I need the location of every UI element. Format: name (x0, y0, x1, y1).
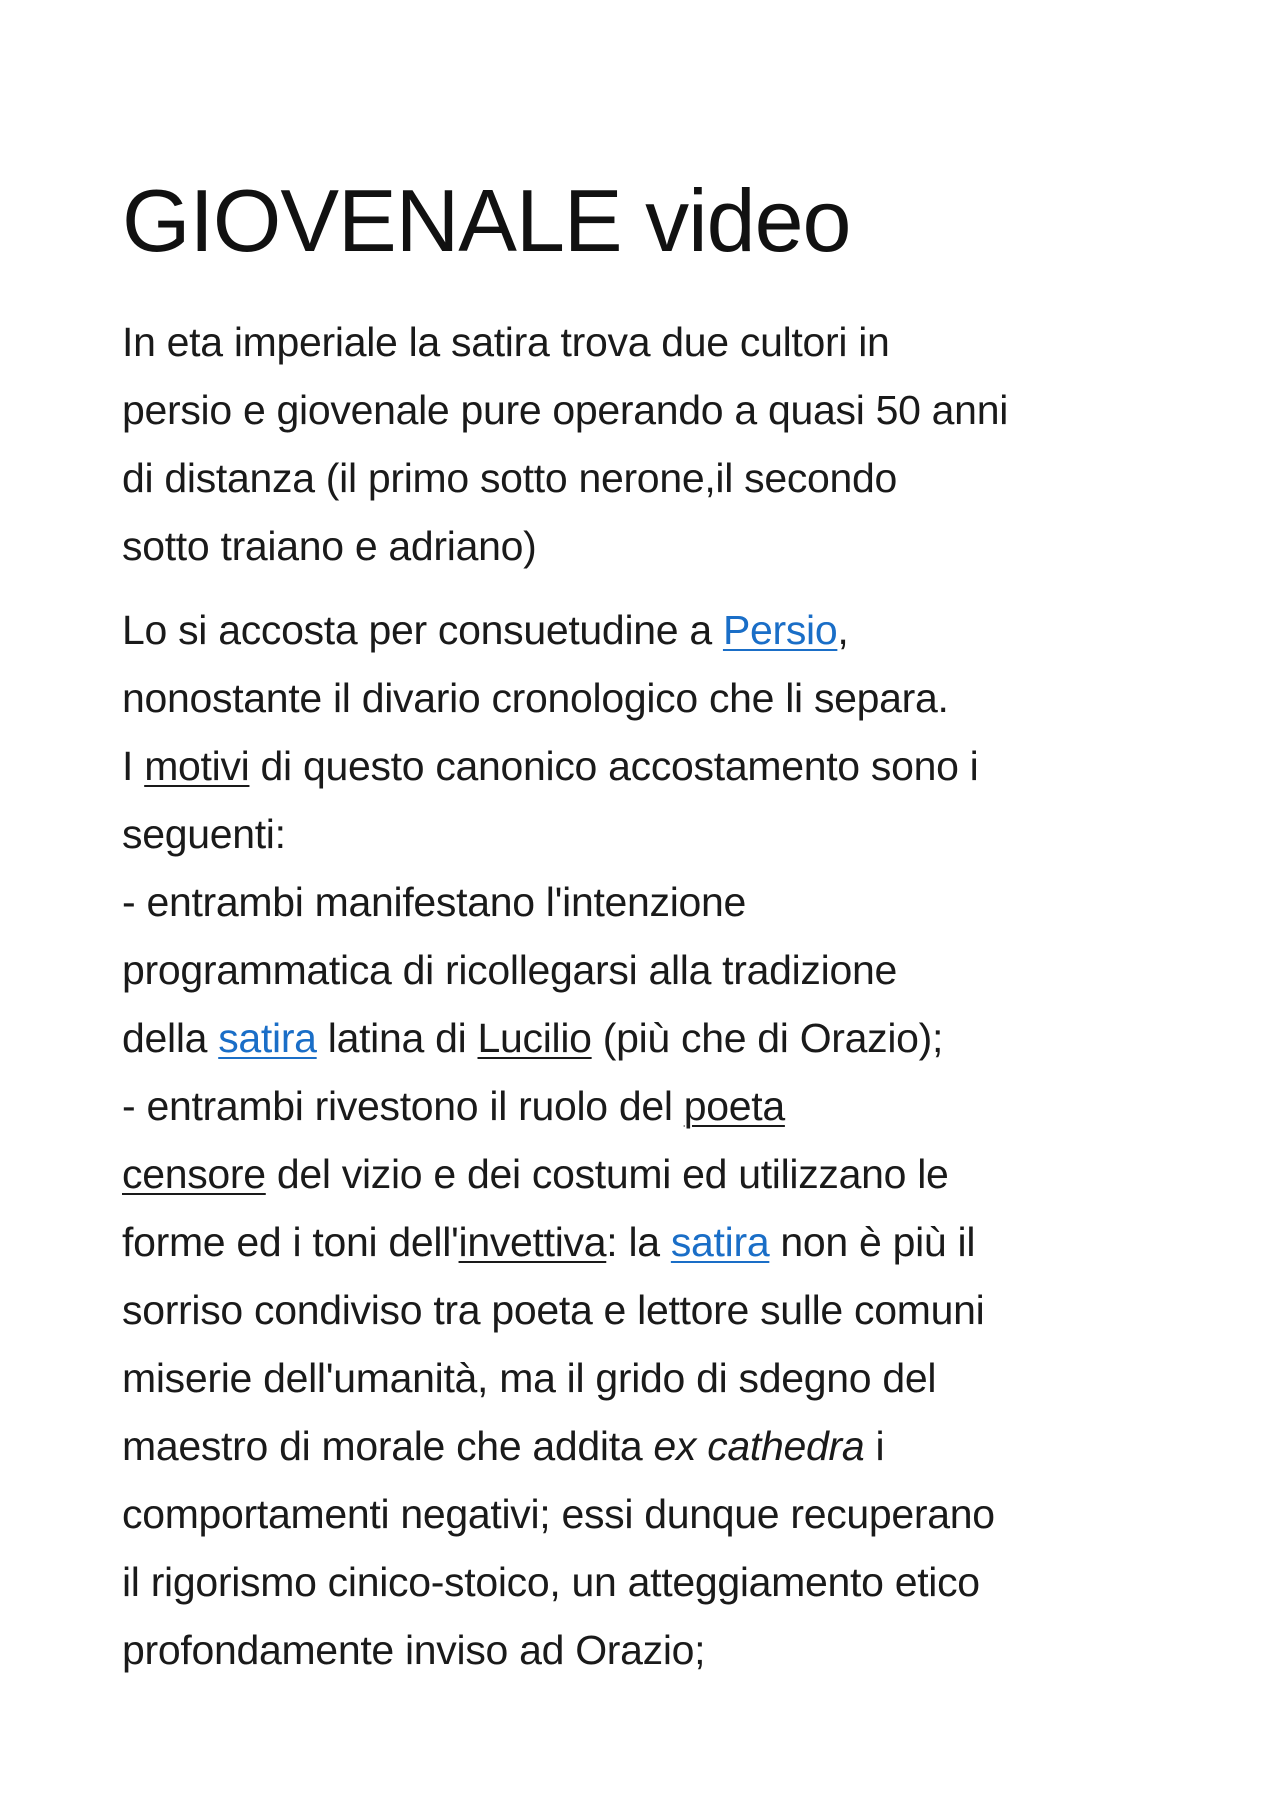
text-line (122, 1004, 1167, 1072)
text-segment: (più che di Orazio); (591, 1015, 944, 1061)
text-line (122, 1412, 1167, 1480)
comparison-paragraph (122, 596, 1167, 1684)
page-title: GIOVENALE video (122, 171, 851, 270)
text-segment: i (864, 1423, 885, 1469)
text-line: comportamenti negativi; essi dunque recuperano (122, 1491, 995, 1537)
text-line (122, 596, 1167, 664)
text-line: - entrambi manifestano l'intenzione (122, 879, 747, 925)
text-line: In eta imperiale la satira trova due cultori in (122, 319, 890, 365)
text-segment: della (122, 1015, 219, 1061)
text-line: profondamente inviso ad Orazio; (122, 1627, 706, 1673)
italic-phrase: ex cathedra (653, 1423, 865, 1469)
text-segment: I (122, 743, 145, 789)
text-line: sotto traiano e adriano) (122, 523, 537, 569)
text-line: seguenti: (122, 811, 286, 857)
text-segment: latina di (316, 1015, 478, 1061)
text-segment: forme ed i toni dell' (122, 1219, 459, 1265)
underlined-term-censore: censore (122, 1151, 266, 1197)
text-segment: Lo si accosta per consuetudine a (122, 607, 723, 653)
link-persio[interactable]: Persio (722, 607, 838, 653)
link-satira-2[interactable]: satira (670, 1219, 770, 1265)
text-line (122, 1072, 1167, 1140)
text-line: miserie dell'umanità, ma il grido di sdegno del (122, 1355, 937, 1401)
intro-paragraph (122, 308, 1167, 580)
text-line: il rigorismo cinico-stoico, un atteggiamento etico (122, 1559, 980, 1605)
link-satira[interactable]: satira (218, 1015, 317, 1061)
text-line: persio e giovenale pure operando a quasi 50 anni (122, 387, 1008, 433)
underlined-term-motivi: motivi (144, 743, 250, 789)
text-segment: del vizio e dei costumi ed utilizzano le (265, 1151, 949, 1197)
text-segment: non è più il (769, 1219, 976, 1265)
text-segment: , (837, 607, 849, 653)
text-segment: di questo canonico accostamento sono i (249, 743, 979, 789)
underlined-term-invettiva: invettiva (458, 1219, 607, 1265)
underlined-term-lucilio: Lucilio (477, 1015, 592, 1061)
text-line: sorriso condiviso tra poeta e lettore sulle comuni (122, 1287, 985, 1333)
underlined-term-poeta: poeta (683, 1083, 785, 1129)
text-segment: - entrambi rivestono il ruolo del (122, 1083, 684, 1129)
text-line: nonostante il divario cronologico che li separa. (122, 675, 949, 721)
text-segment: maestro di morale che addita (122, 1423, 654, 1469)
text-line: di distanza (il primo sotto nerone,il secondo (122, 455, 898, 501)
text-line (122, 732, 1167, 800)
text-line (122, 1208, 1167, 1276)
text-segment: : la (606, 1219, 671, 1265)
text-line: programmatica di ricollegarsi alla tradizione (122, 947, 897, 993)
text-line (122, 1140, 1167, 1208)
